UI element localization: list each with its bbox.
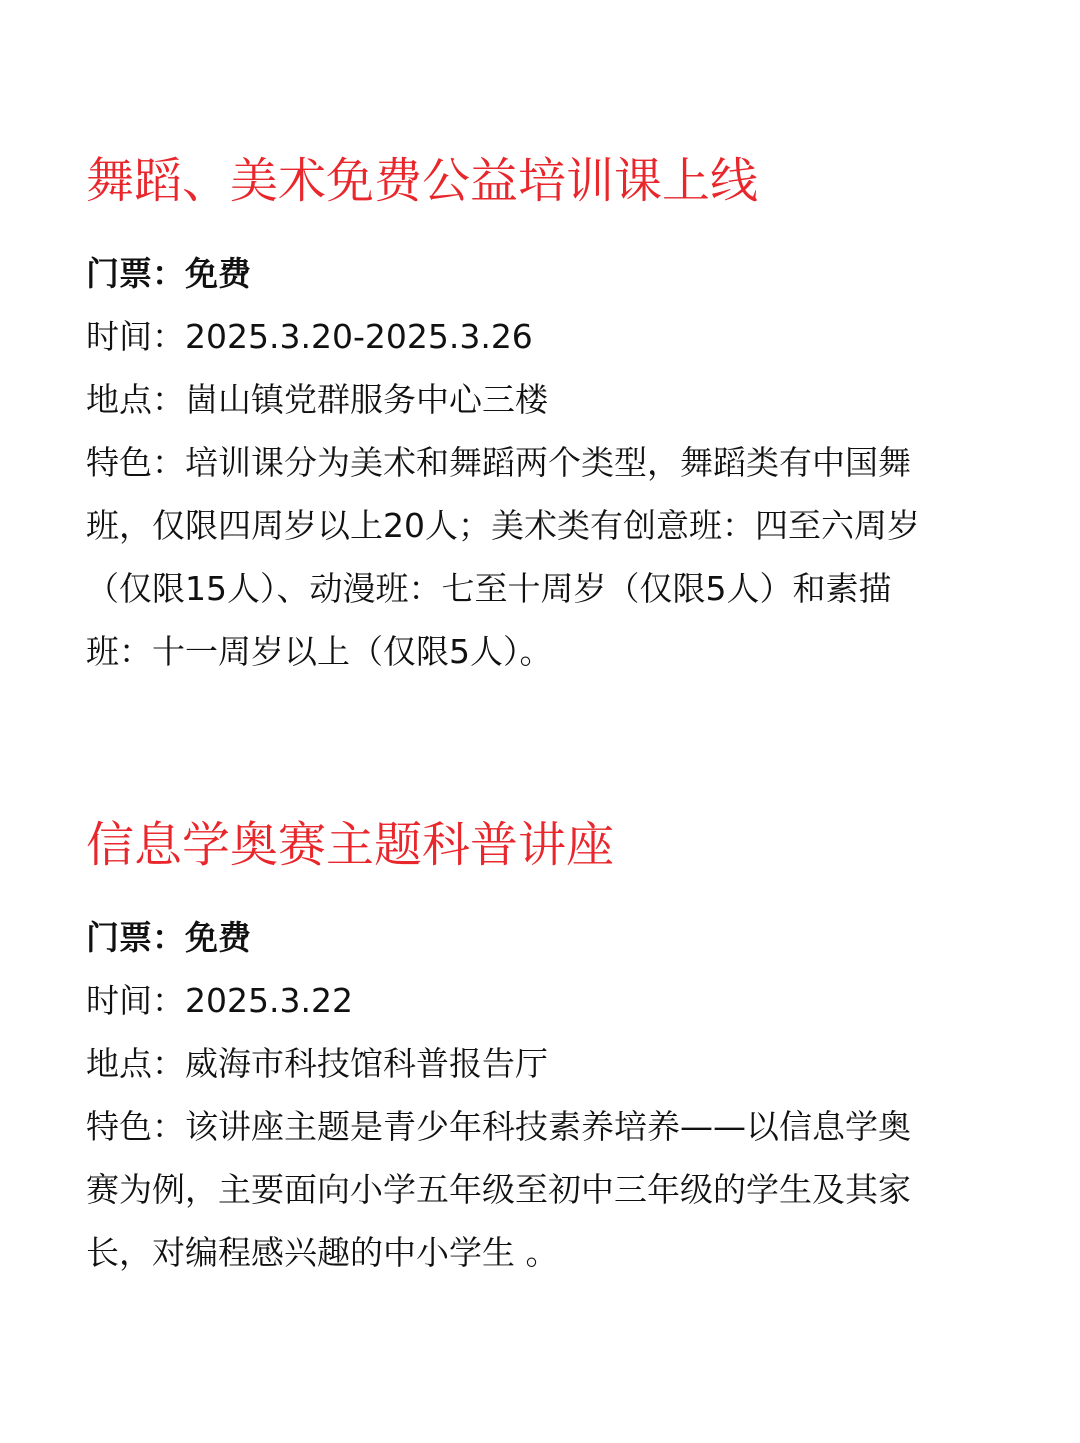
event-section-informatics-lecture xyxy=(86,812,986,1284)
location-info: 地点：威海市科技馆科普报告厅 xyxy=(86,1044,548,1083)
ticket-info: 门票：免费 xyxy=(86,918,251,957)
event-details xyxy=(86,242,986,683)
feature-line: （仅限15人）、动漫班：七至十周岁（仅限5人）和素描 xyxy=(86,569,892,608)
time-info: 时间：2025.3.22 xyxy=(86,981,353,1020)
feature-line: 长，对编程感兴趣的中小学生 。 xyxy=(86,1233,559,1272)
feature-line: 特色：培训课分为美术和舞蹈两个类型，舞蹈类有中国舞 xyxy=(86,443,911,482)
event-title: 舞蹈、美术免费公益培训课上线 xyxy=(86,153,759,209)
feature-line: 班，仅限四周岁以上20人；美术类有创意班：四至六周岁 xyxy=(86,506,920,545)
time-info: 时间：2025.3.20-2025.3.26 xyxy=(86,317,533,356)
feature-line: 赛为例，主要面向小学五年级至初中三年级的学生及其家 xyxy=(86,1170,911,1209)
location-info: 地点：崮山镇党群服务中心三楼 xyxy=(86,380,548,419)
event-section-dance-art xyxy=(86,148,986,683)
feature-line: 班：十一周岁以上（仅限5人）。 xyxy=(86,632,553,671)
event-title: 信息学奥赛主题科普讲座 xyxy=(86,817,615,873)
feature-line: 特色：该讲座主题是青少年科技素养培养——以信息学奥 xyxy=(86,1107,911,1146)
event-details xyxy=(86,906,986,1284)
feature-info xyxy=(86,1095,986,1284)
ticket-info: 门票：免费 xyxy=(86,254,251,293)
feature-info xyxy=(86,431,986,683)
